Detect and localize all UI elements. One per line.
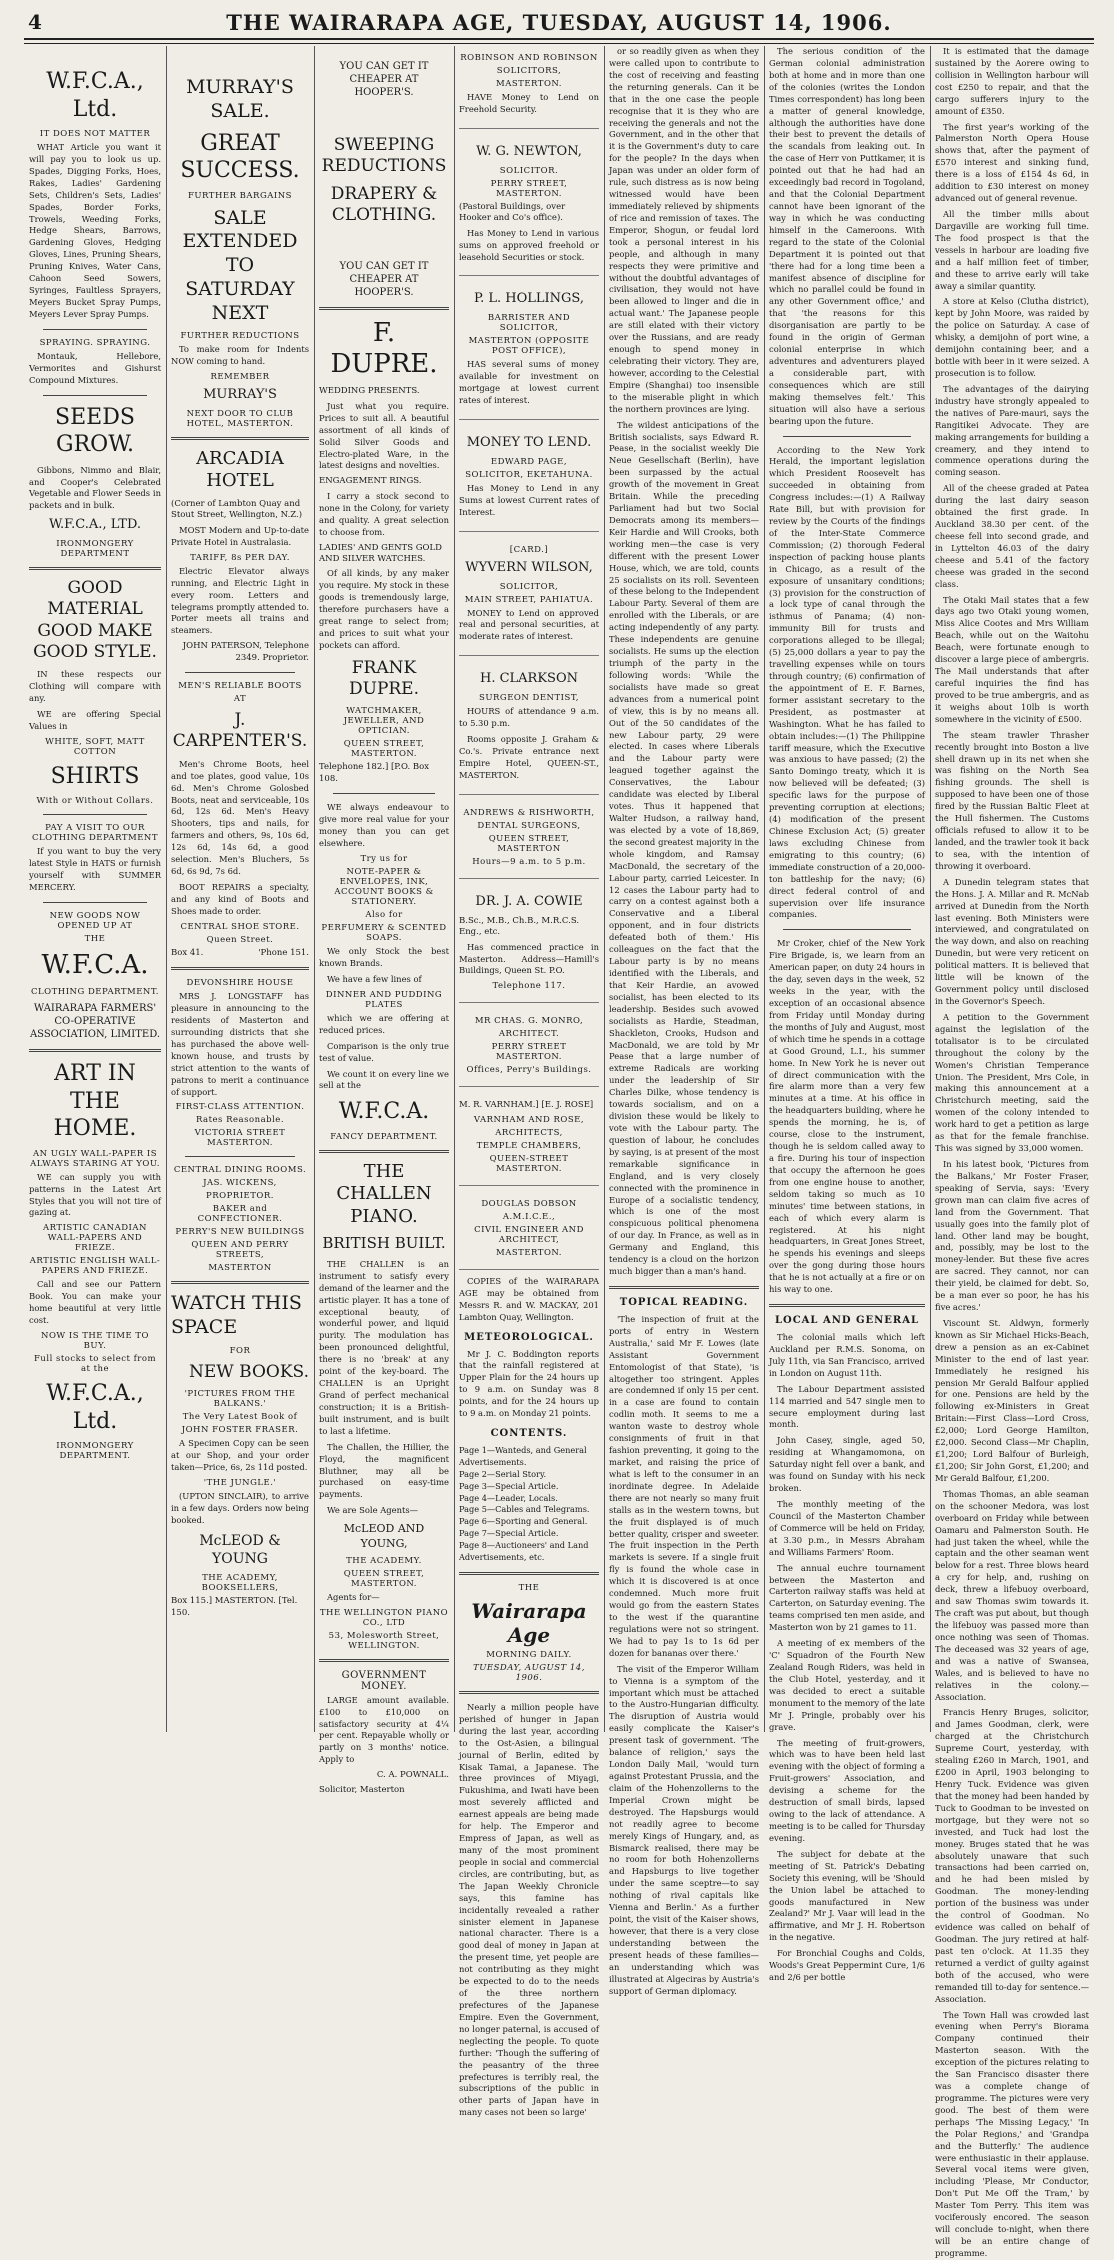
separator (459, 1691, 599, 1694)
section-heading: TOPICAL READING. (619, 1296, 749, 1308)
ad-block (459, 538, 599, 657)
article-text: For Bronchial Coughs and Colds, Woods's Great Peppermint Cure, 1/6 and 2/6 per bottle (769, 1948, 925, 1983)
ad-line: NEW GOODS NOW OPENED UP AT (49, 910, 141, 931)
contents-item: Page 2—Serial Story. (459, 1468, 547, 1479)
article-text: According to the New York Herald, the important legislation which President Roosevelt has succeeded in obtaining from Congress includes:—(1) A Railway Rate Bill, but with provision for review by the Courts of the findings of the Inter-State Commerce Commission; (2) thorough Federal inspection of packing house plants in Chicago, as a result of the exposure of unsanitary conditions; (3) provision for the construction of a lock type of canal through the isthmus of Panama; (4) non-immunity Bill for trusts and corporations alleged to be illegal; (5) 25,000 dollars a year to pay the travelling expenses while on tours through country; (6) confirmation of the appointment of E. F. Barnes, former assistant secretary to the President, as postmaster at Washington. What he has failed to obtain includes:—(1) The Philippine tariff measure, which the Executive was anxious to have passed; (2) the Santo Domingo treaty, which it is now believed will be defeated; (3) specific laws for the purpose of preventing corruption at elections; (4) modification of the present Chinese Exclusion Act; (5) greater laws excluding Chinese from emigrating to this country; (6) immediate construction of a 20,000-ton battleship for the navy; (6) direct federal control of and supervision over life insurance companies. (769, 444, 925, 920)
article-text: The meeting of fruit-growers, which was to have been held last evening with the object of forming a Fruit-growers' Association, and devising a scheme for the destruction of small birds, lapsed owing to the lack of attendance. A meeting is to be called for Thursday evening. (769, 1737, 925, 1843)
ad-heading: MURRAY'S (203, 387, 277, 403)
ad-heading: ART IN THE HOME. (53, 1061, 137, 1142)
ad-line: Telephone 117. (492, 981, 566, 992)
ad-text: Telephone 182.] [P.O. Box 108. (319, 762, 430, 784)
ad-line: PERRY STREET MASTERTON. (491, 1042, 567, 1063)
ad-subheading: LADIES' AND GENTS GOLD AND SILVER WATCHES. (319, 542, 442, 564)
ad-heading: SALE EXTENDED TO SATURDAY NEXT (182, 206, 298, 324)
separator (43, 329, 147, 330)
ad-text: WE are offering Special Values in (29, 708, 161, 731)
separator (319, 1659, 449, 1662)
ad-heading: ARCADIA HOTEL (196, 447, 284, 492)
ad-line: MASTERTON. (495, 1247, 563, 1258)
ad-heading: P. L. HOLLINGS, (473, 291, 584, 307)
ad-text: Solicitor, Masterton (319, 1784, 405, 1795)
ad-line: PERRY'S NEW BUILDINGS (175, 1227, 305, 1238)
ad-heading: GOOD MATERIAL GOOD MAKE GOOD STYLE. (33, 578, 157, 662)
ad-text: We only Stock the best known Brands. (319, 946, 449, 968)
article-text: Viscount St. Aldwyn, formerly known as Sir Michael Hicks-Beach, drew a pension as an ex-Cabinet Minister to the end of last year. Immediately he resigned his pension Mr Gerald Balfour applied for one. Pensions are held by the following ex-Ministers in Great Britain:—First Class—Lord Cross, £2,000; Lord George Hamilton, £2,000. Second Class—Mr Chaplin, £1,200; Lord Balfour of Burleigh, £1,200; Sir John Gorst, £1,200; and Mr Gerald Balfour, £1,200. (935, 1317, 1089, 1483)
ad-line: ARTISTIC CANADIAN WALL-PAPERS AND FRIEZE. (43, 1223, 147, 1254)
article-text: The subject for debate at the meeting of St. Patrick's Debating Society this evening, will be 'Should the Union label be attached to goods manufactured in New Zealand?' Mr J. Vaar will lead in the affirmative, and Mr J. H. Robertson in the negative. (769, 1848, 925, 1943)
ad-heading: DR. J. A. COWIE (475, 893, 583, 909)
column-3 (314, 46, 454, 1795)
ad-text: Gibbons, Nimmo and Blair, and Cooper's Celebrated Vegetable and Flower Seeds in packets and in bulk. (29, 464, 161, 511)
ad-line: BAKER and CONFECTIONER. (197, 1204, 283, 1225)
ad-heading: WAIRARAPA FARMERS' CO-OPERATIVE ASSOCIATION, LIMITED. (29, 1003, 161, 1041)
article-text: A petition to the Government against the legislation of the totalisator is to be circulated throughout the colony by the Women's Christian Temperance Union. The President, Mrs Cole, in making this announcement at a Christchurch meeting, said the women of the colony intended to work hard to get a petition as large as that for the female franchise. This was signed by 33,000 women. (935, 1011, 1089, 1154)
ad-line: MASTERTON (208, 1263, 272, 1274)
separator (783, 436, 911, 437)
masthead (24, 10, 1094, 40)
ad-line: MASTERTON. (495, 79, 563, 89)
article-text: It is estimated that the damage sustained by the Aorere owing to collision in Wellington harbour will cost £250 to repair, and that the cargo sufferers injury to the amount of £350. (935, 46, 1089, 116)
phone-number: 'Phone 151. (258, 947, 309, 958)
ad-line: VICTORIA STREET MASTERTON. (194, 1128, 286, 1149)
ad-line: THE (84, 933, 106, 944)
ad-line: Try us for (360, 854, 408, 865)
ad-line: CIVIL ENGINEER AND ARCHITECT, (474, 1224, 584, 1245)
ad-line: NOTE-PAPER & ENVELOPES, INK, ACCOUNT BOOKS & STATIONERY. (334, 867, 434, 908)
ad-block (459, 801, 599, 879)
article-text: The Town Hall was crowded last evening when Perry's Bioramа Company continued their Masterton season. With the exception of the pictures relating to the San Francisco disaster there was a complete change of programme. The pictures were very good. The best of them were perhaps 'The Missing Legacy,' 'In the Polar Regions,' and 'Grandpa and the Butterfly.' The audience were enthusiastic in their applause. Several vocal items were given, including 'Please, Mr Conductor, Don't Put Me Off the Tram,' by Master Tom Perry. This item was vociferously encored. The season will conclude to-night, when there will be an entire change of programme. (935, 2009, 1089, 2258)
ad-text: Of all kinds, by any maker you require. My stock in these goods is tremendously large, therefore purchasers have a great range to select from; and prices to suit what your pockets can afford. (319, 568, 449, 650)
ad-line: Offices, Perry's Buildings. (466, 1065, 592, 1076)
ad-line: ANDREWS & RISHWORTH, (463, 807, 595, 818)
ad-text: (Pastoral Buildings, over Hooker and Co's office). (459, 201, 566, 224)
ad-line: Hours—9 a.m. to 5 p.m. (472, 856, 586, 867)
ad-line: FURTHER BARGAINS (187, 190, 293, 201)
ad-line: Queen Street. (206, 934, 274, 945)
ad-text: We are Sole Agents— (327, 1505, 419, 1516)
ad-line: MASTERTON (OPPOSITE POST OFFICE), (468, 336, 590, 357)
ad-heading: MURRAY'S SALE. (186, 76, 294, 122)
ad-text: Comparison is the only true test of value. (319, 1040, 449, 1063)
contents-item: Page 1—Wanteds, and General Advertisements. (459, 1445, 587, 1467)
ad-heading: McLEOD & YOUNG (199, 1532, 281, 1567)
ad-heading: F. DUPRE. (330, 318, 438, 380)
newspaper-title: THE WAIRARAPA AGE, TUESDAY, AUGUST 14, 1906. (226, 10, 892, 35)
ad-line: Also for (365, 910, 403, 921)
separator (171, 967, 309, 970)
ad-line: THE WELLINGTON PIANO CO., LTD (319, 1607, 449, 1628)
contents-item: Page 3—Special Article. (459, 1480, 559, 1491)
article-text: Thomas Thomas, an able seaman on the schooner Medora, was lost overboard on Friday while between Oamaru and Palmerston South. He had just taken the wheel, while the captain and the other seaman went below for a rest. Three blows heard a cry for help, and, rushing on deck, threw a lifebuoy overboard, and saw Thomas swim towards it. The craft was put about, but though the lifebuoy was passed more than once nothing was seen of Thomas. The deceased was 32 years of age, and was a native of Swansea, Wales, and is believed to have no relatives in the colony.—Association. (935, 1488, 1089, 1702)
masthead-rule (24, 43, 1094, 44)
ad-line: CLOTHING DEPARTMENT. (31, 987, 159, 998)
ad-subheading: GOVERNMENT MONEY. (341, 1669, 427, 1692)
separator (783, 929, 911, 930)
ad-text: IN these respects our Clothing will compare with any. (29, 669, 161, 704)
ad-text: LARGE amount available. £100 to £10,000 on satisfactory security at 4¼ per cent. Repayable wholly or partly on 3 months' notice. Apply to (319, 1694, 449, 1765)
ad-line: EDWARD PAGE, (490, 456, 568, 467)
contents-list (459, 1445, 599, 1564)
ad-heading: W.F.C.A. (338, 1099, 430, 1125)
article-text: The colonial mails which left Auckland per R.M.S. Sonoma, on July 11th, via San Francisco, arrived in London on August 11th. (769, 1332, 925, 1378)
article-text: Mr Croker, chief of the New York Fire Brigade, is, we learn from an American paper, on duty 24 hours in the day, seven days in the week, 52 weeks in the year, with the exception of an occasional absence from Friday until Monday during the months of July and August, most of which time he spends in a cottage at Good Ground, L.I., his summer home. In New York he is never out of direct communication with the fire alarm more than a very few minutes at a time. At his office in the headquarters building, where he spends the morning, he is, of course, close to the instrument, though he is seldom called away to a fire. During his tour of inspection that occupy the afternoon he goes from one engine house to another, seldom taking so much as 10 minutes' time between stations, in each of which every alarm is registered. At his night headquarters, in Great Jones Street, he spends his evenings and sleeps over the gong during those hours that he is not actually at a fire or on his way to one. (769, 938, 925, 1295)
ad-line: JAS. WICKENS, (203, 1178, 277, 1189)
separator (29, 1049, 161, 1052)
ad-heading: THE CHALLEN PIANO. (336, 1160, 432, 1227)
ad-block (459, 662, 599, 794)
ad-heading: W. G. NEWTON, (476, 143, 582, 159)
ad-heading: H. CLARKSON (479, 671, 578, 687)
ad-line: NEXT DOOR TO CLUB HOTEL, MASTERTON. (186, 408, 294, 429)
ad-text: HAVE Money to Lend on Freehold Security. (459, 92, 599, 114)
leader-text: Nearly a million people have perished of hunger in Japan during the last year, according to the Ost-Asien, a bilingual journal of Berlin, edited by Kisak Tamai, a Japanese. The three provinces of Miyagi, Fukushima, and Iwati have been most severely afflicted and earnest appeals are being made for help. The Emperor and Empress of Japan, as well as many of the most prominent people in social and commercial circles, are contributing, but, as The Japan Weekly Chronicle says, this famine has incidentally revealed a rather sinister element in Japanese national character. There is a good deal of money in Japan at the present time, yet people are not contributing as they might be expected to do to the needs of the three northern prefectures of the Japanese Empire. Even the Government, no longer paternal, is accused of neglecting the people. To quote further: 'Though the suffering of the peasantry of the three prefectures is terribly real, the subscriptions of the public in other parts of Japan have in many cases not been so large' (459, 1701, 599, 2118)
ad-block (459, 885, 599, 1004)
ad-line: FANCY DEPARTMENT. (330, 1131, 438, 1142)
ad-line: NOW IS THE TIME TO BUY. (41, 1331, 149, 1352)
ad-heading: SWEEPING REDUCTIONS (321, 135, 447, 177)
ad-heading: YOU CAN GET IT CHEAPER AT HOOPER'S. (339, 261, 429, 298)
ad-line: THE ACADEMY. (346, 1555, 422, 1566)
ad-line: AN UGLY WALL-PAPER IS ALWAYS STARING AT YOU. (30, 1148, 160, 1169)
ad-line: MR CHAS. G. MONRO, (474, 1016, 584, 1027)
article-text: The advantages of the dairying industry have strongly appealed to the natives of Pare-mauri, says the Rangitikei Advocate. They are making arrangements for building a creamery, and they intend to commence operations during the coming season. (935, 383, 1089, 478)
separator (319, 307, 449, 310)
ad-text: MONEY to Lend on approved real and personal securities, at moderate rates of interest. (459, 607, 599, 642)
ad-line: CENTRAL DINING ROOMS. (173, 1165, 307, 1176)
ad-text: (Corner of Lambton Quay and Stout Street, Wellington, N.Z.) (171, 498, 303, 521)
ad-text: Montauk, Hellebore, Vermorites and Gishurst Compound Mixtures. (29, 350, 161, 385)
ad-line: PERFUMERY & SCENTED SOAPS. (321, 923, 447, 944)
ad-text: Has Money to Lend in various sums on approved freehold or leasehold Securities or stock. (459, 227, 599, 262)
ad-heading: W.F.C.A., Ltd. (46, 69, 144, 122)
section-heading: METEOROLOGICAL. (464, 1331, 594, 1343)
ad-line: DINNER AND PUDDING PLATES (325, 989, 443, 1010)
ad-text: Box 115.] MASTERTON. [Tel. 150. (171, 1596, 298, 1618)
ad-line: SOLICITOR, EKETAHUNA. (465, 469, 593, 480)
leader-text: The wildest anticipations of the British socialists, says Edward R. Pease, in the socialist weekly Die Neue Gesellschaft (Berlin), have been surpassed by the actual growth of the movement in Great Britain. While the preceding Parliament had but two Social Democrats among its members—Keir Hardie and Will Crooks, both working men—the case is very different with the present Lower House, which, we are told, counts 25 socialists on its roll. Seventeen of these belong to the Independent Labour Party. Several of them are enrolled with the Liberals, or are acting independently of any party. These independents are genuine socialists. He sums up the election triumph of the party in the following words: 'While the socialists have made so great advances from a numerical point of view, this is by no means all. Out of the 50 candidates of the new Labour party, 29 were elected. In cases where Liberals and the Labour party were leagued together against the Conservatives, the Labour candidate was elected by Liberal votes. Thus it happened that Walter Hudson, a railway hand, was elected by a vote of 18,869, the second greatest majority in the whole kingdom, and Ramsay MacDonald, the secretary of the Labour party, carried Leicester. In 12 cases the Labour party had to carry on a contest against both a Conservative and a Liberal opponent, and in four districts defeated both of them.' His colleagues on the fact that the Labour party is by no means identified with the Liberals, and that Keir Hardie, an avowed socialist, has been elected to its leadership. Besides such avowed socialists as Hardie, Steadman, Shackleton, Crooks, Hudson and MacDonald, we are told by Mr Pease that a large number of extreme Radicals are working under the leadership of Sir Charles Dilke, whose tendency is towards socialism, and on a division these would be likely to vote with the Labour party. The question of labour, he concludes by saying, is at present of the most remarkable significance in England, and is very closely connected with the prominence in Europe of a socialistic tendency, which is one of the most conspicuous political phenomena of our day. In France, as well as in Germany and England, this tendency is a cloud on the horizon much bigger than a man's hand. (609, 419, 759, 1277)
ad-heading: YOU CAN GET IT CHEAPER AT HOOPER'S. (339, 61, 429, 98)
ad-line: SOLICITOR, (499, 581, 559, 592)
column-6 (764, 46, 930, 1983)
ad-subheading: SPRAYING. SPRAYING. (39, 337, 151, 348)
ad-text: Men's Chrome Boots, heel and toe plates, good value, 10s 6d. Men's Chrome Golosbed Boots, neat and serviceable, 10s 6d, 12s 6d. Men's Heavy Shooters, tips and nails, for farmers and others, 9s, 10s 6d, 12s 6d, 14s 6d, a good selection. Men's Bluchers, 5s 6d, 6s 9d, 7s 6d. (171, 758, 309, 877)
nameplate: Wairarapa Age (471, 1598, 587, 1647)
ad-block (459, 1093, 599, 1185)
article-text: The annual euchre tournament between the Masterton and Carterton railway staffs was held at Carterton, on Saturday evening. The teams comprised ten men aside, and Masterton won by 21 games to 11. (769, 1562, 925, 1633)
ad-subheading: ENGAGEMENT RINGS. (319, 476, 422, 487)
ad-line: SOLICITOR. (499, 165, 559, 176)
ad-text: WHAT Article you want it will pay you to look us up. Spades, Digging Forks, Hoes, Rakes, Ladies' Gardening Sets, Children's Sets, Ladies' Spades, Border Forks, Trowels, Weeding Forks, Hedge Shears, Barrows, Gardening Gloves, Hedging Gloves, Lines, Pruning Shears, Pruning Knives, Water Cans, Cahoon Seed Sowers, Syringes, Faultless Sprayers, Meyers Bucket Spray Pumps, Meyers Lever Spray Pumps. (29, 142, 161, 319)
article-text: A meeting of ex members of the 'C' Squadron of the Fourth New Zealand Rough Riders, was held in the Club Hotel, yesterday, and it was decided to erect a suitable monument to the memory of the late Mr J. Pringle, probably over his grave. (769, 1638, 925, 1732)
ad-line: ROBINSON AND ROBINSON (460, 53, 598, 63)
ad-line: VARNHAM AND ROSE, (473, 1114, 585, 1125)
ad-line: TARIFF, 8s PER DAY. (190, 552, 290, 563)
nameplate-subtitle: MORNING DAILY. (486, 1649, 572, 1660)
separator (171, 437, 309, 440)
ad-line: FURTHER REDUCTIONS (180, 331, 300, 342)
ad-line: ARTISTIC ENGLISH WALL-PAPERS AND FRIEZE. (29, 1256, 161, 1277)
box-number: Box 41. (171, 947, 204, 958)
column-4 (454, 46, 604, 2118)
contents-item: Page 4—Leader, Locals. (459, 1492, 558, 1503)
article-text: All the timber mills about Dargaville are working full time. The food prospect is that the vessels in harbour are loading five and a half million feet of timber, and these to arrive early will take away a similar quantity. (935, 208, 1089, 291)
ad-line: MAIN STREET, PAHIATUA. (464, 594, 594, 605)
ad-line: Rates Reasonable. (195, 1115, 285, 1126)
article-text: The first year's working of the Palmerston North Opera House shows that, after the payment of £570 interest and sinking fund, there is a loss of £154 4s 6d, in addition to £30 interest on money advanced out of general revenue. (935, 121, 1089, 204)
ad-line: IRONMONGERY DEPARTMENT (56, 539, 134, 560)
ad-text: C. A. POWNALL. (376, 1770, 449, 1781)
ad-line: WATCHMAKER, JEWELLER, AND OPTICIAN. (343, 706, 425, 737)
article-text: The Otaki Mail states that a few days ago two Otaki young women, Miss Alice Cootes and Mrs William Beach, while out on the Waitohu Beach, were fortunate enough to discover a large piece of ambergris. The Mail understands that after careful inquiries the find has proved to be true ambergris, and as it weighs about 10lb is worth somewhere in the vicinity of £500. (935, 594, 1089, 724)
ad-line: FIRST-CLASS ATTENTION. (175, 1102, 305, 1113)
ad-line: TEMPLE CHAMBERS, (476, 1140, 582, 1151)
separator (29, 567, 161, 570)
ad-line: QUEEN AND PERRY STREETS, (191, 1240, 289, 1261)
ad-line: ARCHITECTS, (495, 1127, 563, 1138)
ad-line: QUEEN-STREET MASTERTON. (489, 1153, 569, 1174)
column-1 (24, 46, 166, 1732)
ad-line: AT (233, 694, 247, 705)
issue-date: TUESDAY, AUGUST 14, 1906. (473, 1662, 585, 1683)
ad-line: DEVONSHIRE HOUSE (186, 978, 294, 989)
ad-block (459, 426, 599, 532)
ad-text: We count it on every line we sell at the (319, 1068, 449, 1091)
ad-text: which we are offering at reduced prices. (319, 1012, 449, 1035)
ad-line: PROPRIETOR. (205, 1191, 274, 1202)
ad-line: THE ACADEMY, BOOKSELLERS, (201, 1573, 279, 1594)
ad-subheading: WEDDING PRESENTS. (319, 386, 420, 397)
ad-heading: McLEOD AND YOUNG, (343, 1522, 425, 1550)
article-text: Mr J. C. Boddington reports that the rainfall registered at Upper Plain for the 24 hours up to 9 a.m. on Sunday was 8 points, and for the 24 hours up to 9 a.m. on Monday 21 points. (459, 1348, 599, 1419)
column-7 (930, 46, 1094, 2258)
ad-line: FOR (229, 1345, 251, 1356)
article-text: John Casey, single, aged 50, residing at Whangamomona, on Saturday night fell over a bank, and was found on Sunday with his neck broken. (769, 1435, 925, 1494)
ad-text: I carry a stock second to none in the Colony, for variety and quality. A great selection to choose from. (319, 490, 449, 537)
ad-heading: W.F.C.A., Ltd. (46, 1381, 144, 1434)
leader-text: or so readily given as when they were called upon to contribute to the cost of receiving and feasting the returning generals. Can it be that in the one case the people recognise that it is they who are receiving the generals and not the Government, and in the other that it is the Government's duty to care for the people? In the days when Japan was under an older form of rule, such distress as is now being witnessed would have been immediately relieved by shipments of rice and remission of taxes. The Emperor, Shogun, or feudal lord took a personal interest in his people, and although in many respects they were primitive and without the doubtful advantages of civilisation, they would not have been allowed to linger and die in actual want.' The Japanese people are still elated with their victory over the Russians, and are ready enough to spend money in celebrating their victory. They are, however, according to the Celestial Empire (Shanghai) too insensible to the miserable plight in which the northern provinces are lying. (609, 46, 759, 414)
ad-text: If you want to buy the very latest Style in HATS or furnish yourself with SUMMER MERCERY. (29, 846, 161, 893)
ad-line: ARCHITECT. (498, 1029, 560, 1040)
ad-line: QUEEN STREET, MASTERTON (488, 833, 570, 854)
ad-text: B.Sc., M.B., Ch.B., M.R.C.S. Eng., etc. (459, 915, 580, 938)
separator (769, 1304, 925, 1307)
ad-heading: W.F.C.A. (41, 949, 149, 980)
ad-text: BOOT REPAIRS a specialty, and any kind of Boots and Shoes made to order. (171, 881, 309, 916)
article-text: In his latest book, 'Pictures from the Balkans,' Mr Foster Fraser, speaking of Servia, says: 'Every grown man can claim five acres of land from the Government. That usually goes into the family plot of land. Other land may be bought, and, possibly, may be lost to the money-lender. But these five acres are sacred. They cannot, nor can their yield, be claimed for debt. So, be a man ever so poor, he has his five acres.' (935, 1158, 1089, 1313)
separator (609, 1286, 759, 1289)
ad-text: MOST Modern and Up-to-date Private Hotel in Australasia. (171, 524, 309, 547)
ad-line: QUEEN STREET, MASTERTON. (343, 739, 425, 760)
separator (43, 902, 147, 903)
ad-block (459, 135, 599, 277)
ad-heading: BRITISH BUILT. (322, 1234, 446, 1253)
article-text: The Labour Department assisted 114 married and 547 single men to secure employment during last month. (769, 1383, 925, 1430)
separator (43, 395, 147, 396)
article-text: All of the cheese graded at Patea during the last dairy season obtained the first grade. In Auckland 38.30 per cent. of the cheese fell into second grade, and in Lyttelton 46.03 of the dairy cheese and 5.41 of the factory cheese was graded in the second class. (935, 483, 1089, 589)
ad-text: HOURS of attendance 9 a.m. to 5.30 p.m. (459, 706, 599, 729)
ad-text (171, 948, 309, 959)
ad-heading: J. CARPENTER'S. (172, 710, 308, 752)
ad-line: DOUGLAS DOBSON (481, 1198, 577, 1209)
ad-text: (UPTON SINCLAIR), to arrive in a few days. Orders now being booked. (171, 1491, 309, 1525)
ad-block (459, 46, 599, 129)
article-text: The steam trawler Thrasher recently brought into Boston a live shell drawn up in its net when she was fishing on the North Sea fishing grounds. The shell is supposed to have been one of those fired by the Russian Baltic Fleet at the Hull fishermen. The Customs officials refused to allow it to be landed, and the trawler took it back to sea, with the intention of throwing it overboard. (935, 729, 1089, 871)
ad-line: 'THE JUNGLE.' (203, 1478, 277, 1488)
nameplate-the: THE (518, 1582, 540, 1593)
ad-block (459, 1192, 599, 1270)
ad-text: HAS several sums of money available for investment on mortgage at lowest current rates of interest. (459, 359, 599, 406)
ad-line: REMEMBER (210, 372, 270, 383)
ad-heading: WATCH THIS SPACE (171, 1292, 302, 1339)
ad-block (459, 1009, 599, 1087)
separator (185, 672, 295, 673)
ad-text: WE can supply you with patterns in the Latest Art Styles that you will not tire of gazing at. (29, 1171, 161, 1218)
separator (333, 793, 435, 794)
separator (43, 814, 147, 815)
column-5 (604, 46, 764, 1996)
ad-text: JOHN PATERSON, Telephone 2349. Proprietor. (182, 641, 309, 663)
ad-line: BARRISTER AND SOLICITOR, (487, 313, 571, 334)
article-text: The visit of the Emperor William to Vienna is a symptom of the important which must be attached to the Austro-Hungarian difficulty. The disruption of Austria would easily complicate the Kaiser's present task of government. 'The balance of religion,' says the London Daily Mail, 'would turn against Protestant Prussia, and the claim of the Hohenzollerns to the Imperial Crown might be destroyed. The Hapsburgs would not readily agree to become merely Kings of Hungary, and, as Bismarck realised, there may be no room for both Hohenzollerns and Hapsburgs to live together under the same sceptre—to say nothing of rival capitals like Vienna and Berlin.' As a further point, the visit of the Kaiser shows, however, that there is a very close understanding between the present heads of these families—an understanding which was illustrated at Algeciras by Austria's support of German diplomacy. (609, 1663, 759, 1996)
ad-text: Agents for— (327, 1591, 380, 1602)
ad-heading: MONEY TO LEND. (466, 435, 592, 451)
notice-text: COPIES of the WAIRARAPA AGE may be obtained from Messrs R. and W. MACKAY, 201 Lambton Quay, Wellington. (459, 1275, 599, 1322)
ad-line: SURGEON DENTIST, (479, 693, 579, 704)
ad-text: Just what you require. Prices to suit all. A beautiful assortment of all kinds of Solid Silver Goods and Electro-plated Ware, in the latest designs and novelties. (319, 400, 449, 471)
ad-text: The Challen, the Hillier, the Floyd, the magnificent Bluthner, may all be purchased on easy-time payments. (319, 1441, 449, 1500)
article-text: A store at Kelso (Clutha district), kept by John Moore, was raided by the police on Saturday. A case of whisky, a demijohn of port wine, a demijohn containing beer, and a bottle with beer in it were seized. A prosecution is to follow. (935, 296, 1089, 378)
contents-item: Page 8—Auctioneers' and Land Advertisements, etc. (459, 1540, 589, 1563)
ad-text: WE always endeavour to give more real value for your money than you can get elsewhere. (319, 802, 449, 849)
ad-heading: NEW BOOKS. (189, 1361, 309, 1382)
ad-heading: GREAT SUCCESS. (180, 130, 300, 183)
ad-line: A.M.I.C.E., (502, 1211, 556, 1222)
ad-line: IT DOES NOT MATTER (39, 129, 151, 139)
ad-text: Rooms opposite J. Graham & Co.'s. Private entrance next Empire Hotel, QUEEN-ST., MASTERTON. (459, 734, 599, 780)
separator (459, 1572, 599, 1575)
columns (24, 46, 1094, 2258)
ad-line: 'PICTURES FROM THE BALKANS.' (184, 1389, 296, 1410)
contents-item: Page 5—Cables and Telegrams. (459, 1504, 590, 1515)
ad-text: MRS J. LONGSTAFF has pleasure in announcing to the residents of Masterton and surrounding districts that she has purchased the above well-known house, and trusts by strict attention to the wants of patrons to merit a continuance of support. (171, 991, 309, 1097)
contents-item: Page 7—Special Article. (459, 1528, 559, 1539)
ad-line: With or Without Collars. (36, 796, 154, 807)
ad-line: Full stocks to select from at the (33, 1354, 157, 1375)
separator (185, 1156, 295, 1157)
ad-line: The Very Latest Book of (182, 1412, 298, 1423)
ad-line: MEN'S RELIABLE BOOTS (178, 681, 302, 692)
ad-line: 53, Molesworth Street, WELLINGTON. (328, 1630, 440, 1651)
article-text: A Dunedin telegram states that the Hons. J. A. Millar and R. McNab arrived at Dunedin from the North last evening. Both Ministers were interviewed, and congratulated on the way down, and also on reaching Dunedin, but were very reticent on political matters. It is believed that little will be known of the Government policy until disclosed in the Governor's Speech. (935, 876, 1089, 1006)
ad-text: Electric Elevator always running, and Electric Light in every room. Letters and telegrams promptly attended to. Porter meets all trains and steamers. (171, 565, 309, 636)
ad-text: Call and see our Pattern Book. You can make your home beautiful at very little cost. (29, 1279, 161, 1326)
ad-line: QUEEN STREET, MASTERTON. (343, 1568, 425, 1589)
contents-item: Page 6—Sporting and General. (459, 1516, 588, 1527)
article-text: 'The inspection of fruit at the ports of entry in Western Australia,' said Mr F. Lowes (late Assistant Government Entomologist of that State), 'is altogether too stringent. Apples are condemned if only 15 per cent. in a case are found to contain codlin moth. It seems to me a wanton waste to destroy whole consignments of fruit in that fashion preventing, it going to the market, and raising the price of what is left to the consumer in an inordinate degree. In Adelaide there are not nearly so many fruit stalls as in the western towns, but the fruit displayed is of much better quality, crisper and sweeter. The fruit inspection in the Perth markets is severe. If a single fruit fly is found the whole case in which it is discovered is at once condemned. Much more fruit would go from the eastern States to the west if the quarantine regulations were not so stringent. We had to pay 1s to 1s 6d per dozen for bananas over there.' (609, 1313, 759, 1658)
section-heading: CONTENTS. (490, 1428, 568, 1440)
ad-text: To make room for Indents NOW coming to hand. (171, 344, 309, 367)
page-number: 4 (28, 10, 42, 34)
ad-text: M. R. VARNHAM.] [E. J. ROSE] (459, 1100, 594, 1111)
ad-line: WHITE, SOFT, MATT COTTON (45, 736, 145, 757)
article-text: The monthly meeting of the Council of the Masterton Chamber of Commerce will be held on Friday, at 3.30 p.m., in Messrs Abraham and Williams Farmers' Room. (769, 1499, 925, 1557)
ad-text: Has commenced practice in Masterton. Address—Hamill's Buildings, Queen St. P.O. (459, 941, 599, 976)
ad-text: THE CHALLEN is an instrument to satisfy every demand of the learner and the artistic player. It has a tone of exceptional beauty, of wonderful power, and liquid purity. The modulation has been pronounced delightful, there is no 'break' at any point of the key-board. The CHALLEN is an Upright Grand of perfect mechanical construction; it is a British-built instrument, and is built to last a lifetime. (319, 1258, 449, 1436)
ad-line: PERRY STREET, MASTERTON. (490, 178, 568, 199)
ad-heading: W.F.C.A., LTD. (48, 517, 142, 533)
ad-heading: WYVERN WILSON, (465, 559, 593, 575)
ad-heading: DRAPERY & CLOTHING. (330, 183, 438, 225)
ad-line: DENTAL SURGEONS, (477, 820, 581, 831)
ad-line: IRONMONGERY DEPARTMENT. (56, 1441, 134, 1462)
column-2 (166, 46, 314, 1732)
separator (319, 1150, 449, 1153)
ad-line: SOLICITORS, (496, 66, 562, 76)
separator (171, 1281, 309, 1284)
ad-line: [CARD.] (509, 544, 549, 555)
ad-line: CENTRAL SHOE STORE. (180, 921, 300, 932)
article-text: Francis Henry Bruges, solicitor, and James Goodman, clerk, were charged at the Christchurch Supreme Court, yesterday, with stealing £260 in March, 1901, and £200 in April, 1903 belonging to Henry Tuck. Evidence was given that the money had been handed by Tuck to Goodman to be invested on mortgage, but they were not so invested, and Tuck had lost the money. Bruges stated that he was absolutely unaware that such transactions had been carried on, and he had been misled by Goodman. The money-lending portion of the business was under the control of Goodman. No evidence was called on behalf of Goodman. The jury retired at half-past ten o'clock. At 11.35 they returned a verdict of guilty against both of the accused, who were remanded till to-day for sentence.—Association. (935, 1707, 1089, 2004)
section-heading: LOCAL AND GENERAL (774, 1315, 920, 1327)
article-text: The serious condition of the German colonial administration both at home and in more than one of the colonies (writes the London Times correspondent) has long been a matter of general knowledge, although the authorities have done their best to prevent the details of the scandals from leaking out. In the case of Herr von Puttkamer, it is pointed out that he had had an exceedingly bad record in Togoland, and that the Colonial Department cannot have been ignorant of the way in which he was conducting himself in the Cameroons. With regard to the state of the Colonial Department it is pointed out that 'there had for a long time been a manifest absence of discipline for which no parallel could be found in any other Government office,' and that 'the reasons for this disorganisation are partly to be found in the origin of German colonial enterprise in which adventures and adventurers played a considerable part, with consequences which are still making themselves felt.' This situation will also have a serious bearing upon the future. (769, 46, 925, 426)
ad-heading: FRANK DUPRE. (348, 657, 419, 700)
ad-text: We have a few lines of (327, 973, 422, 984)
ad-heading: SHIRTS (50, 763, 140, 789)
ad-block (459, 282, 599, 420)
ad-text: A Specimen Copy can be seen at our Shop, and your order taken—Price, 6s, 2s 11d posted. (171, 1438, 309, 1473)
ad-heading: SEEDS GROW. (55, 404, 135, 458)
ad-line: JOHN FOSTER FRASER. (181, 1425, 299, 1436)
ad-text: Has Money to Lend in any Sums at lowest Current rates of Interest. (459, 482, 599, 517)
ad-line: PAY A VISIT TO OUR CLOTHING DEPARTMENT (31, 823, 159, 844)
